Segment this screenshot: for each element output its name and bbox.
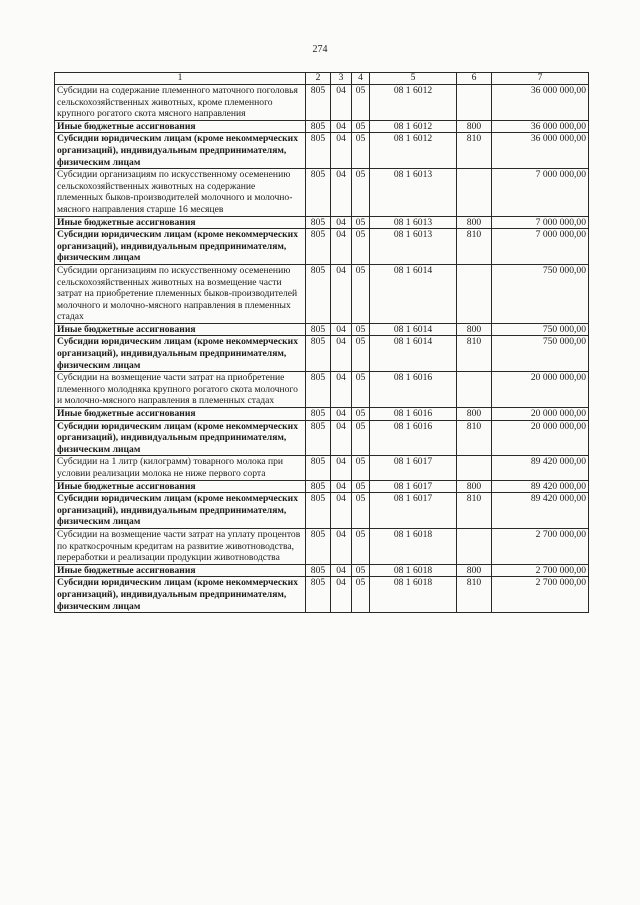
row-pr-cell: 05 <box>352 264 370 323</box>
row-name-cell: Иные бюджетные ассигнования <box>55 564 306 577</box>
row-name-cell: Субсидии организациям по искусственному осеменению сельскохозяйственных животных на содержание племенных быков-производителей молочного и молочно-мясного направления старше 16 месяцев <box>55 169 306 216</box>
table-row <box>55 133 589 169</box>
row-vr-cell <box>457 85 492 121</box>
row-amount-cell: 2 700 000,00 <box>492 528 589 564</box>
row-rz-cell: 04 <box>331 120 352 133</box>
row-csr-cell: 08 1 6013 <box>370 216 457 229</box>
row-csr-cell: 08 1 6012 <box>370 133 457 169</box>
row-name-cell: Субсидии на возмещение части затрат на уплату процентов по краткосрочным кредитам на развитие животноводства, переработки и реализации продукции животноводства <box>55 528 306 564</box>
row-amount-cell: 89 420 000,00 <box>492 493 589 529</box>
column-header-3: 3 <box>331 73 352 85</box>
row-gr-cell: 805 <box>306 528 331 564</box>
table-row <box>55 493 589 529</box>
column-header-5: 5 <box>370 73 457 85</box>
table-row <box>55 85 589 121</box>
row-pr-cell: 05 <box>352 229 370 265</box>
row-rz-cell: 04 <box>331 480 352 493</box>
row-pr-cell: 05 <box>352 216 370 229</box>
row-amount-cell: 89 420 000,00 <box>492 456 589 480</box>
row-vr-cell: 800 <box>457 216 492 229</box>
row-gr-cell: 805 <box>306 216 331 229</box>
row-vr-cell: 800 <box>457 120 492 133</box>
row-gr-cell: 805 <box>306 372 331 408</box>
row-name-cell: Субсидии юридическим лицам (кроме некоммерческих организаций), индивидуальным предпринимателям, физическим лицам <box>55 229 306 265</box>
row-vr-cell <box>457 528 492 564</box>
row-csr-cell: 08 1 6017 <box>370 480 457 493</box>
row-amount-cell: 36 000 000,00 <box>492 120 589 133</box>
row-gr-cell: 805 <box>306 264 331 323</box>
row-vr-cell: 800 <box>457 323 492 336</box>
row-rz-cell: 04 <box>331 420 352 456</box>
table-row <box>55 323 589 336</box>
row-rz-cell: 04 <box>331 493 352 529</box>
row-csr-cell: 08 1 6016 <box>370 408 457 421</box>
row-vr-cell: 800 <box>457 408 492 421</box>
row-amount-cell: 36 000 000,00 <box>492 85 589 121</box>
table-row <box>55 480 589 493</box>
row-gr-cell: 805 <box>306 480 331 493</box>
row-gr-cell: 805 <box>306 229 331 265</box>
row-amount-cell: 20 000 000,00 <box>492 372 589 408</box>
table-header-row <box>55 73 589 85</box>
row-name-cell: Иные бюджетные ассигнования <box>55 480 306 493</box>
row-amount-cell: 7 000 000,00 <box>492 229 589 265</box>
row-pr-cell: 05 <box>352 456 370 480</box>
column-header-4: 4 <box>352 73 370 85</box>
column-header-2: 2 <box>306 73 331 85</box>
row-gr-cell: 805 <box>306 169 331 216</box>
row-rz-cell: 04 <box>331 408 352 421</box>
row-pr-cell: 05 <box>352 336 370 372</box>
row-name-cell: Субсидии организациям по искусственному осеменению сельскохозяйственных животных на возмещение части затрат на приобретение племенных быков-производителей молочного и молочно-мясного направления в племенных стадах <box>55 264 306 323</box>
row-rz-cell: 04 <box>331 372 352 408</box>
row-rz-cell: 04 <box>331 169 352 216</box>
row-pr-cell: 05 <box>352 408 370 421</box>
row-pr-cell: 05 <box>352 480 370 493</box>
column-header-7: 7 <box>492 73 589 85</box>
row-csr-cell: 08 1 6012 <box>370 120 457 133</box>
row-pr-cell: 05 <box>352 133 370 169</box>
table-row <box>55 408 589 421</box>
column-header-6: 6 <box>457 73 492 85</box>
row-gr-cell: 805 <box>306 420 331 456</box>
row-name-cell: Субсидии юридическим лицам (кроме некоммерческих организаций), индивидуальным предпринимателям, физическим лицам <box>55 577 306 613</box>
row-gr-cell: 805 <box>306 456 331 480</box>
row-name-cell: Иные бюджетные ассигнования <box>55 216 306 229</box>
row-rz-cell: 04 <box>331 564 352 577</box>
row-pr-cell: 05 <box>352 528 370 564</box>
row-name-cell: Субсидии на 1 литр (килограмм) товарного молока при условии реализации молока не ниже первого сорта <box>55 456 306 480</box>
row-amount-cell: 89 420 000,00 <box>492 480 589 493</box>
row-name-cell: Иные бюджетные ассигнования <box>55 408 306 421</box>
row-gr-cell: 805 <box>306 493 331 529</box>
row-vr-cell <box>457 264 492 323</box>
budget-table <box>54 72 589 613</box>
row-vr-cell: 800 <box>457 480 492 493</box>
row-vr-cell <box>457 372 492 408</box>
row-amount-cell: 750 000,00 <box>492 323 589 336</box>
row-name-cell: Субсидии юридическим лицам (кроме некоммерческих организаций), индивидуальным предпринимателям, физическим лицам <box>55 133 306 169</box>
row-name-cell: Субсидии на содержание племенного маточного поголовья сельскохозяйственных животных, кроме племенного крупного рогатого скота мясного направления <box>55 85 306 121</box>
column-header-1: 1 <box>55 73 306 85</box>
row-amount-cell: 2 700 000,00 <box>492 564 589 577</box>
table-row <box>55 456 589 480</box>
row-rz-cell: 04 <box>331 336 352 372</box>
row-csr-cell: 08 1 6018 <box>370 577 457 613</box>
row-vr-cell: 810 <box>457 493 492 529</box>
row-pr-cell: 05 <box>352 323 370 336</box>
row-pr-cell: 05 <box>352 493 370 529</box>
row-gr-cell: 805 <box>306 133 331 169</box>
row-csr-cell: 08 1 6014 <box>370 264 457 323</box>
row-pr-cell: 05 <box>352 85 370 121</box>
row-gr-cell: 805 <box>306 120 331 133</box>
row-amount-cell: 2 700 000,00 <box>492 577 589 613</box>
row-vr-cell: 810 <box>457 577 492 613</box>
row-pr-cell: 05 <box>352 120 370 133</box>
table-row <box>55 564 589 577</box>
row-amount-cell: 20 000 000,00 <box>492 420 589 456</box>
row-gr-cell: 805 <box>306 85 331 121</box>
row-csr-cell: 08 1 6013 <box>370 229 457 265</box>
table-row <box>55 336 589 372</box>
row-pr-cell: 05 <box>352 577 370 613</box>
row-rz-cell: 04 <box>331 456 352 480</box>
row-amount-cell: 7 000 000,00 <box>492 169 589 216</box>
page-number: 274 <box>312 44 328 55</box>
row-csr-cell: 08 1 6014 <box>370 336 457 372</box>
row-name-cell: Субсидии юридическим лицам (кроме некоммерческих организаций), индивидуальным предпринимателям, физическим лицам <box>55 336 306 372</box>
table-row <box>55 420 589 456</box>
row-gr-cell: 805 <box>306 577 331 613</box>
row-csr-cell: 08 1 6017 <box>370 493 457 529</box>
row-amount-cell: 20 000 000,00 <box>492 408 589 421</box>
row-vr-cell: 810 <box>457 133 492 169</box>
row-rz-cell: 04 <box>331 85 352 121</box>
row-pr-cell: 05 <box>352 564 370 577</box>
row-amount-cell: 750 000,00 <box>492 336 589 372</box>
row-gr-cell: 805 <box>306 323 331 336</box>
table-row <box>55 577 589 613</box>
row-amount-cell: 750 000,00 <box>492 264 589 323</box>
row-csr-cell: 08 1 6017 <box>370 456 457 480</box>
row-vr-cell: 810 <box>457 229 492 265</box>
row-csr-cell: 08 1 6012 <box>370 85 457 121</box>
row-csr-cell: 08 1 6016 <box>370 420 457 456</box>
row-csr-cell: 08 1 6014 <box>370 323 457 336</box>
row-rz-cell: 04 <box>331 528 352 564</box>
row-amount-cell: 36 000 000,00 <box>492 133 589 169</box>
row-name-cell: Субсидии юридическим лицам (кроме некоммерческих организаций), индивидуальным предпринимателям, физическим лицам <box>55 420 306 456</box>
row-csr-cell: 08 1 6013 <box>370 169 457 216</box>
row-pr-cell: 05 <box>352 420 370 456</box>
table-row <box>55 216 589 229</box>
row-name-cell: Иные бюджетные ассигнования <box>55 120 306 133</box>
row-pr-cell: 05 <box>352 372 370 408</box>
row-vr-cell: 810 <box>457 420 492 456</box>
row-name-cell: Иные бюджетные ассигнования <box>55 323 306 336</box>
table-row <box>55 229 589 265</box>
row-rz-cell: 04 <box>331 323 352 336</box>
table-row <box>55 264 589 323</box>
table-row <box>55 528 589 564</box>
row-rz-cell: 04 <box>331 577 352 613</box>
row-vr-cell <box>457 169 492 216</box>
row-name-cell: Субсидии на возмещение части затрат на приобретение племенного молодняка крупного рогатого скота молочного и молочно-мясного направления в племенных стадах <box>55 372 306 408</box>
table-row <box>55 169 589 216</box>
row-csr-cell: 08 1 6018 <box>370 564 457 577</box>
row-rz-cell: 04 <box>331 133 352 169</box>
table-row <box>55 372 589 408</box>
row-csr-cell: 08 1 6016 <box>370 372 457 408</box>
row-gr-cell: 805 <box>306 336 331 372</box>
row-vr-cell: 800 <box>457 564 492 577</box>
row-rz-cell: 04 <box>331 229 352 265</box>
row-vr-cell: 810 <box>457 336 492 372</box>
row-csr-cell: 08 1 6018 <box>370 528 457 564</box>
row-gr-cell: 805 <box>306 564 331 577</box>
row-pr-cell: 05 <box>352 169 370 216</box>
row-name-cell: Субсидии юридическим лицам (кроме некоммерческих организаций), индивидуальным предпринимателям, физическим лицам <box>55 493 306 529</box>
row-gr-cell: 805 <box>306 408 331 421</box>
row-amount-cell: 7 000 000,00 <box>492 216 589 229</box>
table-body <box>55 85 589 613</box>
row-rz-cell: 04 <box>331 264 352 323</box>
table-row <box>55 120 589 133</box>
row-rz-cell: 04 <box>331 216 352 229</box>
row-vr-cell <box>457 456 492 480</box>
